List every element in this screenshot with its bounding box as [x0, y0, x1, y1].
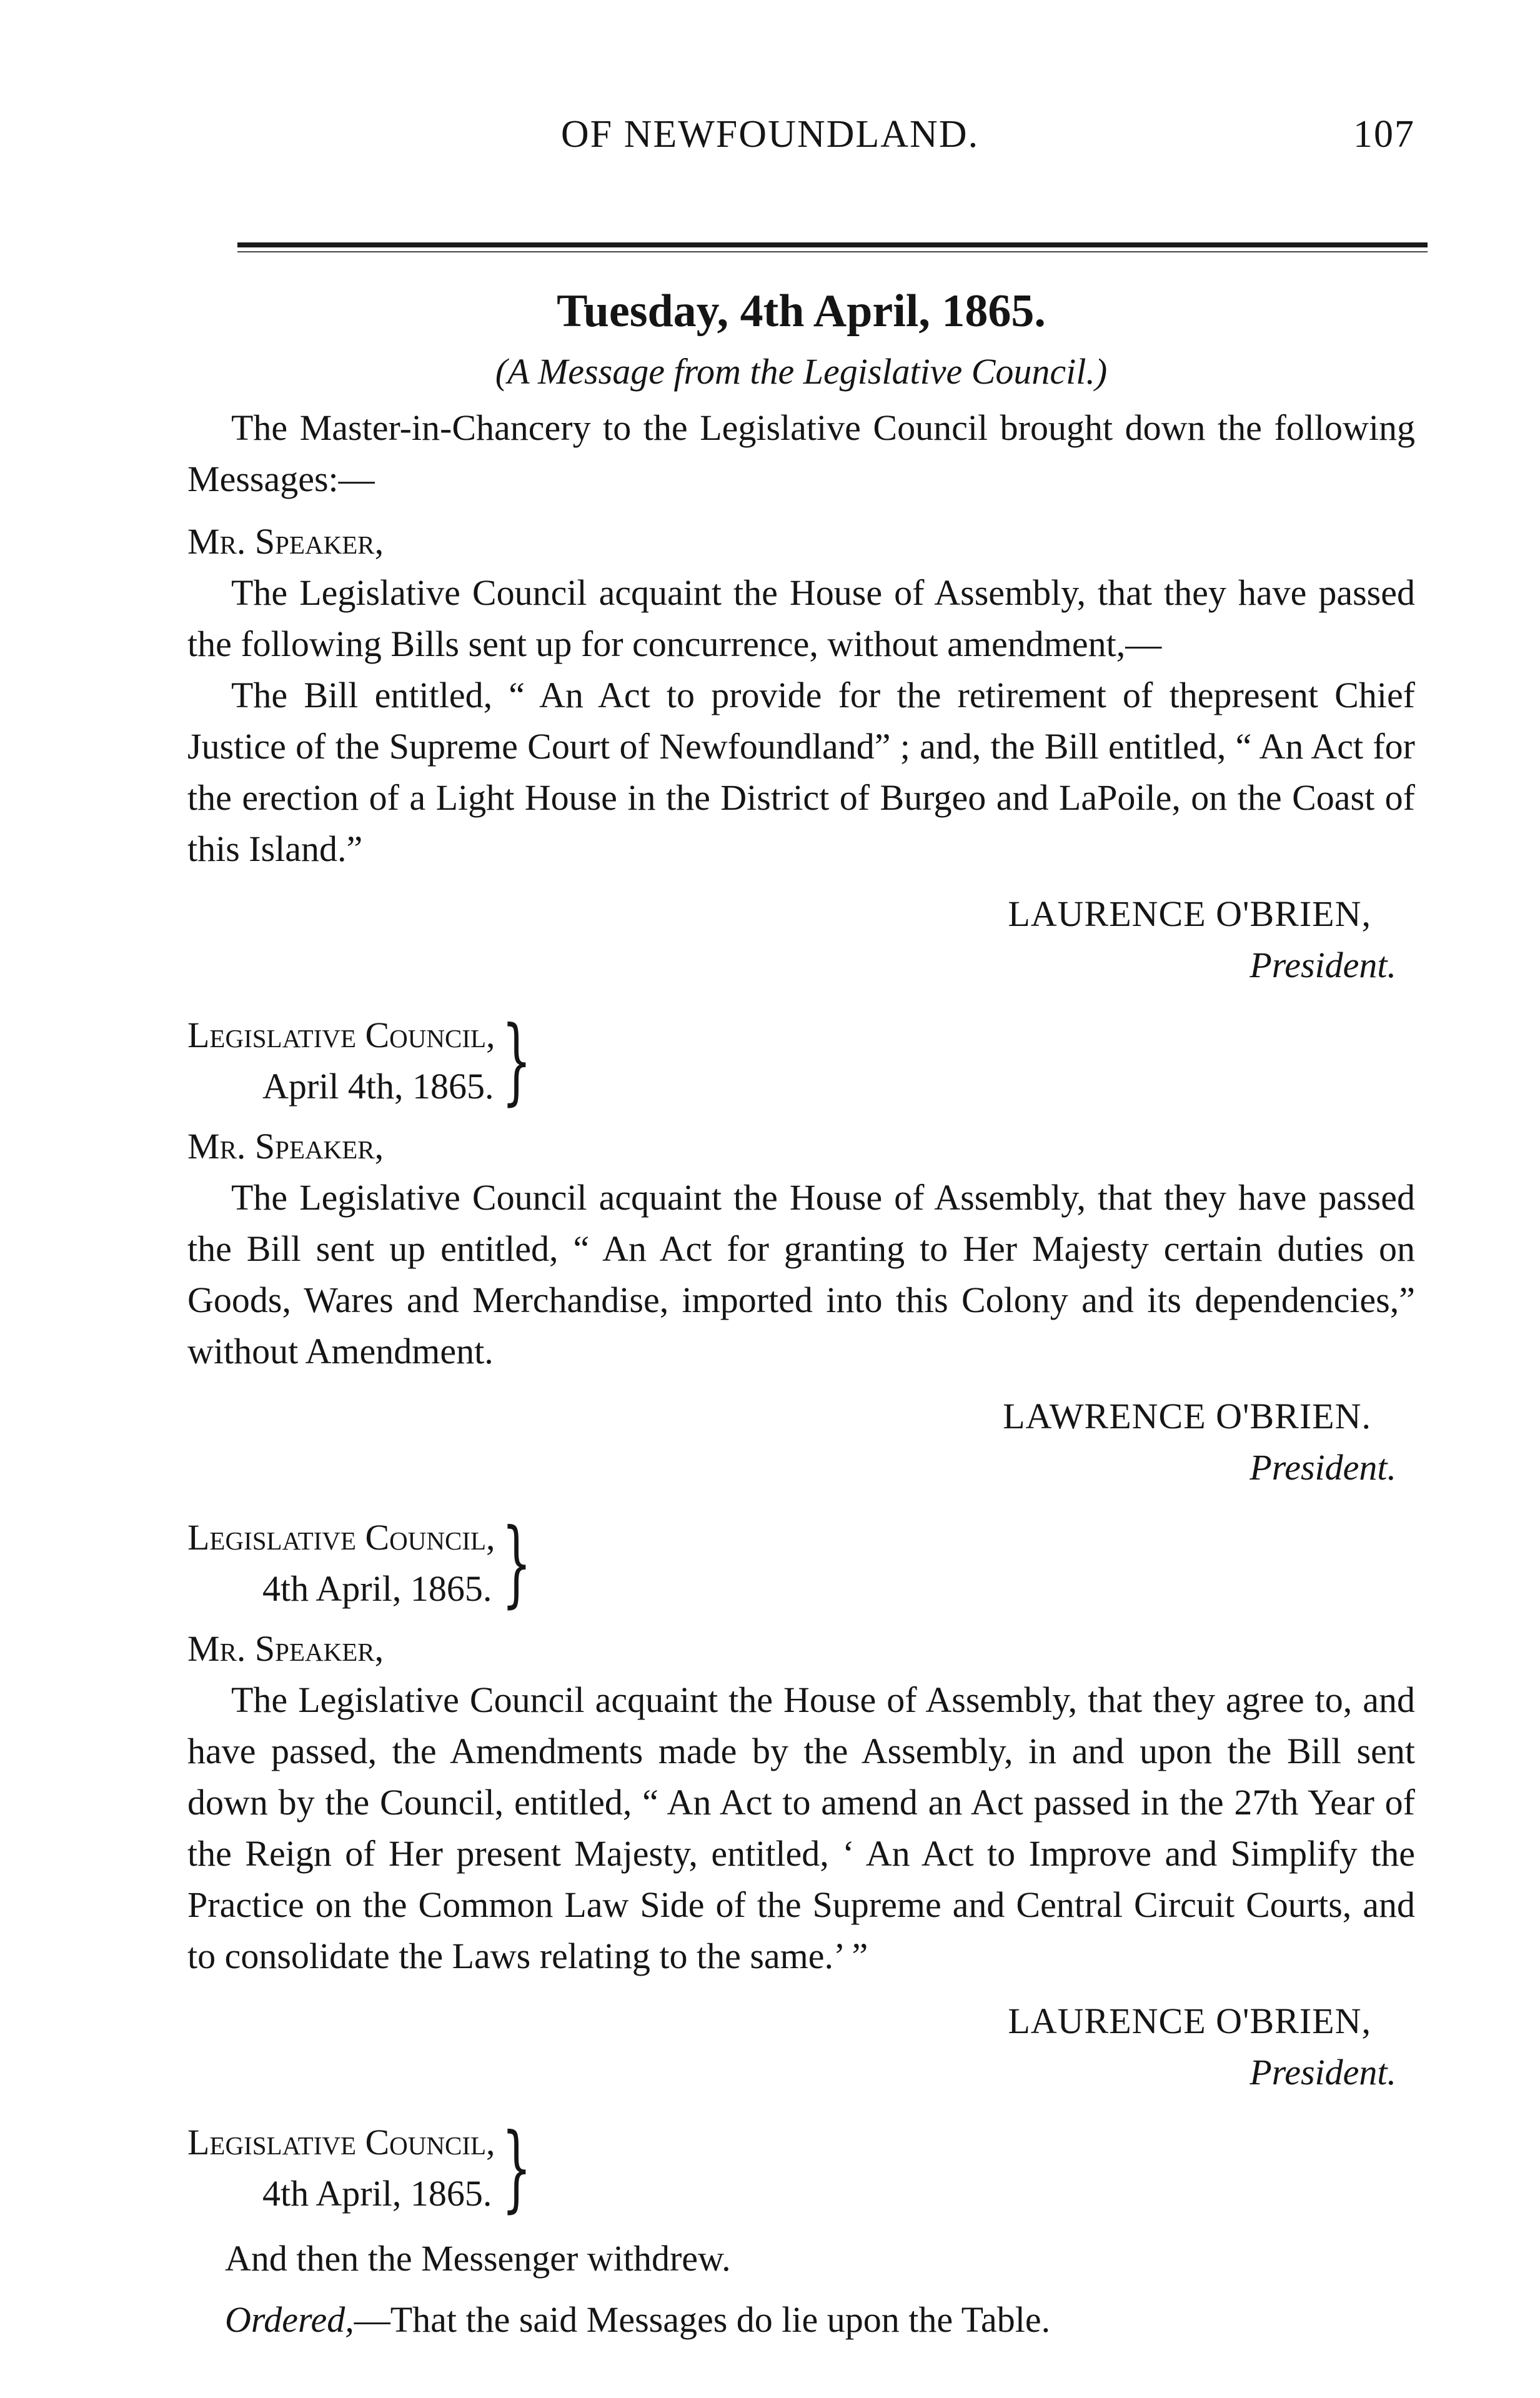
- intro-paragraph: The Master-in-Chancery to the Legislative Council brought down the following Messages:—: [187, 407, 1415, 499]
- dateline-date: 4th April, 1865.: [262, 2173, 492, 2214]
- ordered-line: [187, 2294, 1415, 2346]
- date-heading: Tuesday, 4th April, 1865.: [557, 286, 1046, 337]
- message-signer: LAURENCE O'BRIEN,: [1008, 893, 1371, 934]
- message-dateline: [187, 1007, 1415, 1115]
- message-body-continued: The Bill entitled, “ An Act to provide for the retirement of thepresent Chief Justice of the Supreme Court of Newfoundland” ; and, the Bill entitled, “ An Act for the erection of a Light House in the District of Burgeo and LaPoile, on the Coast of this Island.”: [187, 675, 1415, 869]
- dateline-date: April 4th, 1865.: [262, 1066, 494, 1107]
- dateline-date: 4th April, 1865.: [262, 1568, 492, 1609]
- running-title: OF NEWFOUNDLAND.: [560, 113, 980, 156]
- ordered-label: Ordered,: [225, 2299, 354, 2340]
- page-body: [187, 275, 1415, 2346]
- message-signer: LAWRENCE O'BRIEN.: [1003, 1396, 1371, 1436]
- brace-icon: }: [501, 1509, 532, 1618]
- dateline-place: Legislative Council,: [187, 1517, 495, 1558]
- message-dateline: [187, 1509, 1415, 1618]
- message-address: Mr. Speaker,: [187, 521, 384, 562]
- dateline-place: Legislative Council,: [187, 1015, 495, 1055]
- message-address: Mr. Speaker,: [187, 1126, 384, 1167]
- message-signer: LAURENCE O'BRIEN,: [1008, 2001, 1371, 2041]
- message-body: The Legislative Council acquaint the House of Assembly, that they have passed the Bill sent up entitled, “ An Act for granting to Her Majesty certain duties on Goods, Wares and Merchandise, imported into this Colony and its dependencies,” without Amendment.: [187, 1177, 1415, 1371]
- signer-role: President.: [1249, 1447, 1396, 1488]
- signer-role: President.: [1249, 945, 1396, 985]
- message-body: The Legislative Council acquaint the House of Assembly, that they have passed the following Bills sent up for concurrence, without amendment,—: [187, 572, 1415, 664]
- brace-icon: }: [501, 2114, 532, 2222]
- message-dateline: [187, 2114, 1415, 2222]
- ordered-text: —That the said Messages do lie upon the Table.: [354, 2299, 1051, 2340]
- message-address: Mr. Speaker,: [187, 1628, 384, 1669]
- header-rule: [237, 242, 1428, 247]
- section-subheading: (A Message from the Legislative Council.): [495, 351, 1108, 392]
- brace-icon: }: [501, 1007, 532, 1115]
- closing-line: And then the Messenger withdrew.: [225, 2238, 731, 2279]
- signer-role: President.: [1249, 2052, 1396, 2092]
- dateline-place: Legislative Council,: [187, 2122, 495, 2162]
- message-body: The Legislative Council acquaint the House of Assembly, that they agree to, and have passed, the Amendments made by the Assembly, in and upon the Bill sent down by the Council, entitled, “ An Act to amend an Act passed in the 27th Year of the Reign of Her present Majesty, entitled, ‘ An Act to Improve and Simplify the Practice on the Common Law Side of the Supreme and Central Circuit Courts, and to consolidate the Laws relating to the same.’ ”: [187, 1679, 1415, 1976]
- page-number: 107: [1353, 113, 1415, 156]
